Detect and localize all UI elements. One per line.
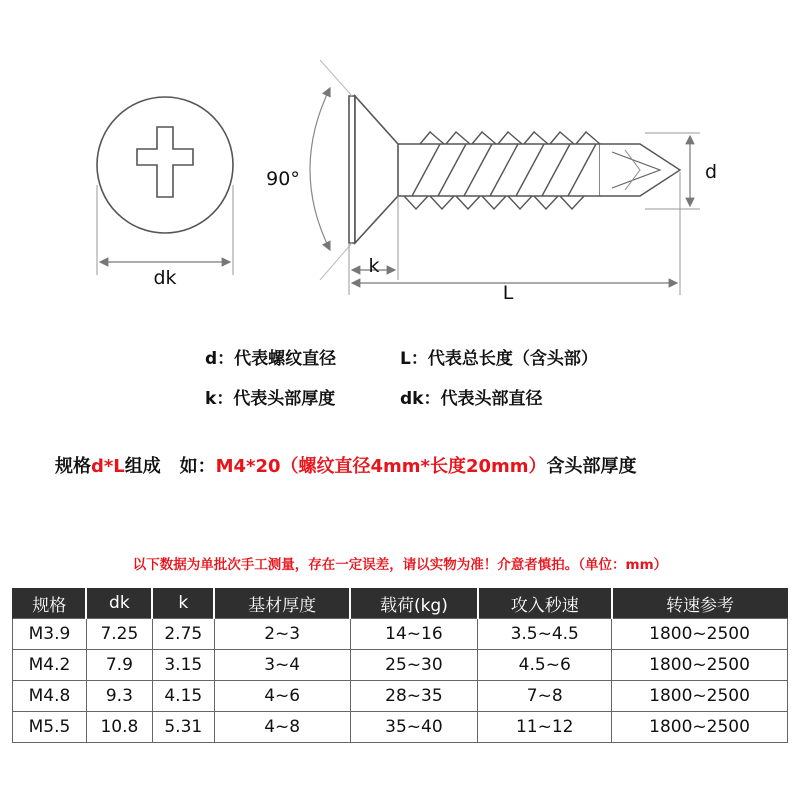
legend-text: ：代表头部直径 (423, 389, 543, 409)
spec-line (55, 452, 637, 478)
table-row (13, 619, 788, 650)
table-cell: 7.25 (86, 619, 152, 650)
table-cell: M5.5 (13, 712, 87, 743)
dim-dk-label: dk (153, 267, 177, 289)
col-header-load: 载荷(kg) (350, 588, 478, 619)
table-cell: 3.15 (152, 650, 214, 681)
legend-k (205, 384, 335, 409)
table-cell: 4~6 (214, 681, 350, 712)
phillips-cross-icon (137, 127, 193, 197)
table-cell: 5.31 (152, 712, 214, 743)
table-cell: 1800~2500 (612, 712, 788, 743)
table-cell: 4.5~6 (478, 650, 612, 681)
screw-side-view (266, 60, 717, 304)
table-cell: 1800~2500 (612, 619, 788, 650)
table-row (13, 650, 788, 681)
legend-key: k (205, 389, 217, 409)
table-cell: 14~16 (350, 619, 478, 650)
table-cell: 3.5~4.5 (478, 619, 612, 650)
table-cell: 1800~2500 (612, 681, 788, 712)
legend-d (205, 344, 336, 369)
col-header-spec: 规格 (13, 588, 87, 619)
legend-dk (400, 384, 542, 409)
spec-prefix: 规格 (55, 456, 91, 477)
table-header-row (13, 588, 788, 619)
table-cell: 10.8 (86, 712, 152, 743)
col-header-dk: dk (86, 588, 152, 619)
legend-L (400, 344, 598, 369)
table-cell: 9.3 (86, 681, 152, 712)
table-cell: 7.9 (86, 650, 152, 681)
table-cell: 25~30 (350, 650, 478, 681)
screw-diagram (0, 0, 800, 320)
table-cell: 3~4 (214, 650, 350, 681)
legend-key: L (400, 349, 411, 369)
measurement-note: 以下数据为单批次手工测量，存在一定误差，请以实物为准！介意者慎拍。（单位：mm） (132, 557, 668, 573)
spec-table (12, 588, 788, 743)
legend-text: ：代表头部厚度 (216, 389, 336, 409)
spec-example: M4*20（螺纹直径4mm*长度20mm） (215, 456, 547, 477)
legend-text: ：代表总长度（含头部） (410, 349, 598, 369)
table-row (13, 681, 788, 712)
table-cell: M4.8 (13, 681, 87, 712)
table-cell: 4.15 (152, 681, 214, 712)
table-cell: 35~40 (350, 712, 478, 743)
legend-key: dk (400, 389, 424, 409)
table-row (13, 712, 788, 743)
col-header-thickness: 基材厚度 (214, 588, 350, 619)
table-cell: M3.9 (13, 619, 87, 650)
table-cell: 2~3 (214, 619, 350, 650)
dim-d-label: d (704, 161, 718, 183)
col-header-rpm: 转速参考 (612, 588, 788, 619)
angle-label: 90° (266, 168, 300, 190)
table-cell: 2.75 (152, 619, 214, 650)
dim-k-label: k (368, 255, 380, 277)
spec-tail: 含头部厚度 (546, 456, 637, 477)
legend-key: d (205, 349, 218, 369)
head-top-view (97, 97, 233, 289)
spec-formula: d*L (91, 456, 125, 477)
table-cell: M4.2 (13, 650, 87, 681)
legend-text: ：代表螺纹直径 (217, 349, 337, 369)
table-cell: 4~8 (214, 712, 350, 743)
table-cell: 28~35 (350, 681, 478, 712)
table-cell: 11~12 (478, 712, 612, 743)
dim-L-label: L (502, 282, 514, 304)
table-cell: 1800~2500 (612, 650, 788, 681)
col-header-speed: 攻入秒速 (478, 588, 612, 619)
col-header-k: k (152, 588, 214, 619)
spec-suffix: 组成 如： (124, 456, 216, 477)
table-cell: 7~8 (478, 681, 612, 712)
